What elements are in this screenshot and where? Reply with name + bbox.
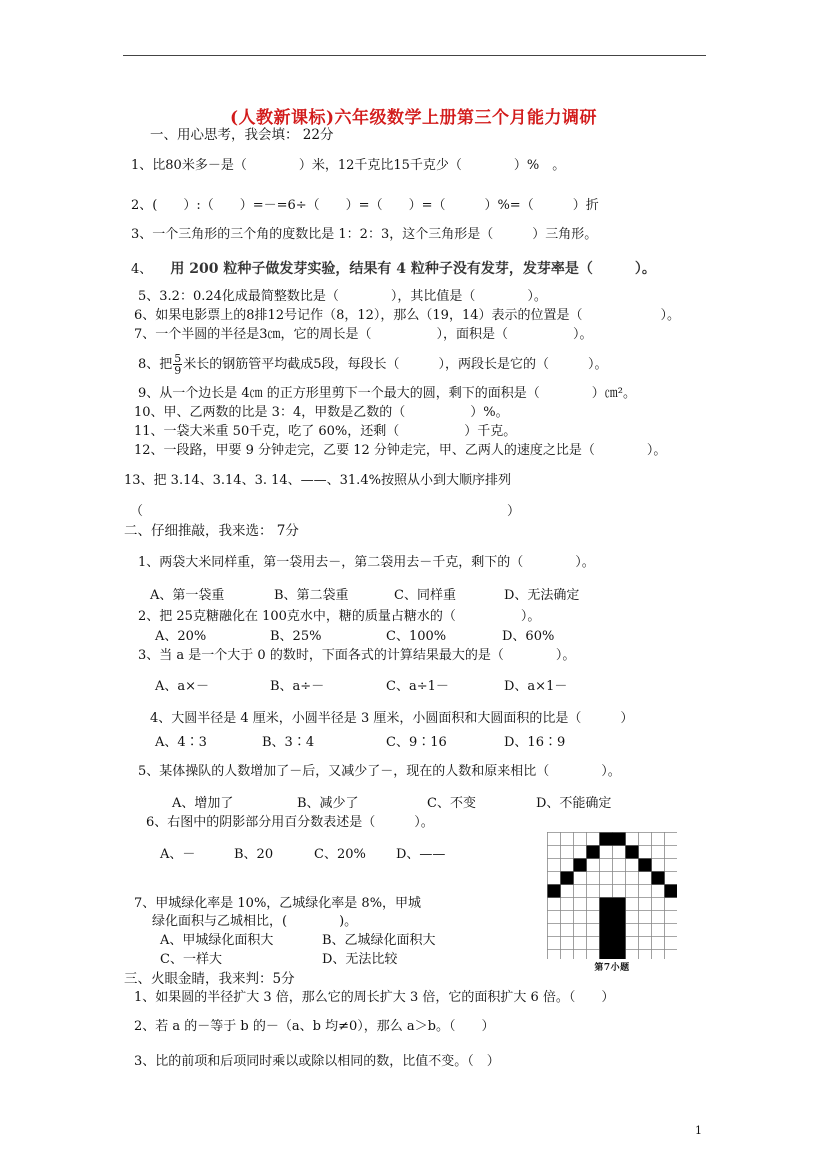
shaded-cell <box>613 950 626 960</box>
shaded-cell <box>613 833 626 846</box>
shaded-cell <box>613 911 626 924</box>
choice-3-option-b: B、a÷－ <box>270 679 325 694</box>
choice-1-option-a: A、第一袋重 <box>150 588 225 603</box>
shaded-cell <box>600 950 613 960</box>
choice-5-option-c: C、不变 <box>427 796 476 811</box>
choice-1-option-c: C、同样重 <box>394 588 456 603</box>
fraction <box>173 353 182 376</box>
choice-2-option-b: B、25% <box>270 629 322 644</box>
shaded-cell <box>600 937 613 950</box>
choice-2-option-a: A、20% <box>155 629 207 644</box>
choice-question-5: 5、某体操队的人数增加了－后，又减少了－，现在的人数和原来相比（ ）。 <box>138 764 621 779</box>
section-3-heading: 三、火眼金睛，我来判：5分 <box>124 971 295 987</box>
shaded-cell <box>652 872 665 885</box>
choice-3-option-d: D、a×1－ <box>504 679 568 694</box>
question-8 <box>138 353 608 376</box>
shaded-cell <box>600 898 613 911</box>
question-7: 7、一个半圆的半径是3㎝，它的周长是（ ），面积是（ ）。 <box>134 327 593 342</box>
shaded-grid-figure <box>547 832 677 959</box>
page-title: (人教新课标)六年级数学上册第三个月能力调研 <box>229 108 598 128</box>
choice-1-option-b: B、第二袋重 <box>274 588 349 603</box>
question-4-text: 用 200 粒种子做发芽实验，结果有 4 粒种子没有发芽，发芽率是（ ）。 <box>170 261 656 277</box>
choice-4-option-a: A、4∶3 <box>155 735 207 750</box>
shaded-cell <box>600 833 613 846</box>
choice-7-option-c: C、一样大 <box>160 952 222 967</box>
shaded-cell <box>548 885 561 898</box>
choice-5-option-b: B、减少了 <box>297 796 359 811</box>
judge-question-1: 1、如果圆的半径扩大 3 倍，那么它的周长扩大 3 倍，它的面积扩大 6 倍。（ ） <box>134 990 615 1005</box>
choice-6-option-d: D、—— <box>396 847 446 862</box>
choice-question-2: 2、把 25克糖融化在 100克水中，糖的质量占糖水的（ ）。 <box>138 609 541 624</box>
shaded-cell <box>587 846 600 859</box>
question-11: 11、一袋大米重 50千克，吃了 60%，还剩（ ）千克。 <box>134 424 517 439</box>
shaded-cell <box>613 937 626 950</box>
shaded-cell <box>561 872 574 885</box>
judge-question-2: 2、若 a 的－等于 b 的－（a、b 均≠0），那么 a＞b。（ ） <box>134 1019 495 1034</box>
choice-5-option-a: A、增加了 <box>172 796 234 811</box>
question-4 <box>131 260 656 279</box>
fraction-denominator: 9 <box>174 364 182 377</box>
choice-4-option-c: C、9∶16 <box>386 735 447 750</box>
question-5: 5、3.2：0.24化成最简整数比是（ ），其比值是（ ）。 <box>138 289 547 304</box>
question-13: 13、把 3.14、3.14、3. 14、——、31.4%按照从小到大顺序排列 <box>124 473 511 488</box>
choice-7-option-a: A、甲城绿化面积大 <box>160 933 274 948</box>
fraction-numerator: 5 <box>174 352 182 365</box>
shaded-cell <box>626 846 639 859</box>
choice-1-option-d: D、无法确定 <box>504 588 580 603</box>
question-4-number: 4、 <box>131 262 153 277</box>
choice-6-option-b: B、20 <box>234 847 274 862</box>
choice-question-1: 1、两袋大米同样重，第一袋用去－，第二袋用去－千克，剩下的（ ）。 <box>138 555 595 570</box>
page-number: 1 <box>695 1124 702 1137</box>
choice-question-6: 6、右图中的阴影部分用百分数表述是（ ）。 <box>146 815 434 830</box>
shaded-cell <box>600 924 613 937</box>
shaded-cell <box>613 898 626 911</box>
shaded-cell <box>613 924 626 937</box>
question-6: 6、如果电影票上的8排12号记作（8，12），那么（19，14）表示的位置是（ ）。 <box>134 308 680 323</box>
question-8-text: 米长的钢筋管平均截成5段，每段长（ ），两段长是它的（ ）。 <box>183 357 608 372</box>
question-1: 1、比80米多－是（ ）米，12千克比15千克少（ ）% 。 <box>131 158 566 173</box>
choice-3-option-c: C、a÷1－ <box>386 679 449 694</box>
question-12: 12、一段路，甲要 9 分钟走完，乙要 12 分钟走完，甲、乙两人的速度之比是（ ）。 <box>134 443 667 458</box>
choice-6-option-a: A、－ <box>160 847 196 862</box>
choice-2-option-d: D、60% <box>502 629 555 644</box>
choice-question-7-line-1: 7、甲城绿化率是 10%，乙城绿化率是 8%，甲城 <box>134 896 422 911</box>
question-9: 9、从一个边长是 4㎝ 的正方形里剪下一个最大的圆，剩下的面积是（ ）㎝²。 <box>138 386 637 401</box>
choice-5-option-d: D、不能确定 <box>536 796 612 811</box>
shaded-cell <box>574 859 587 872</box>
choice-question-3: 3、当 a 是一个大于 0 的数时，下面各式的计算结果最大的是（ ）。 <box>138 648 576 663</box>
choice-question-7-line-2: 绿化面积与乙城相比，( )。 <box>152 914 358 929</box>
choice-4-option-b: B、3∶4 <box>262 735 315 750</box>
choice-4-option-d: D、16∶9 <box>504 735 566 750</box>
choice-3-option-a: A、a×－ <box>155 679 210 694</box>
section-2-heading: 二、仔细推敲，我来选： 7分 <box>124 523 299 539</box>
header-rule <box>123 55 706 56</box>
shaded-cell <box>639 859 652 872</box>
question-10: 10、甲、乙两数的比是 3：4，甲数是乙数的（ ）%。 <box>134 405 509 420</box>
choice-2-option-c: C、100% <box>386 629 447 644</box>
judge-question-3: 3、比的前项和后项同时乘以或除以相同的数，比值不变。（ ） <box>134 1054 500 1069</box>
figure-caption: 第7小题 <box>594 963 630 973</box>
question-3: 3、一个三角形的三个角的度数比是 1：2：3，这个三角形是（ ）三角形。 <box>131 227 598 242</box>
figure-grid <box>547 832 677 973</box>
question-13-blank: （ ） <box>130 504 521 519</box>
question-2: 2、( ）:（ ）=－=6÷（ ）=（ ）=（ ）%=（ ）折 <box>131 198 599 213</box>
shaded-cell <box>665 885 678 898</box>
question-8-prefix: 8、把 <box>138 357 173 372</box>
choice-6-option-c: C、20% <box>314 847 366 862</box>
section-1-heading: 一、用心思考，我会填： 22分 <box>150 127 334 143</box>
choice-7-option-d: D、无法比较 <box>322 952 398 967</box>
shaded-cell <box>600 911 613 924</box>
choice-question-4: 4、大圆半径是 4 厘米，小圆半径是 3 厘米，小圆面积和大圆面积的比是（ ） <box>150 711 634 726</box>
choice-7-option-b: B、乙城绿化面积大 <box>322 933 436 948</box>
